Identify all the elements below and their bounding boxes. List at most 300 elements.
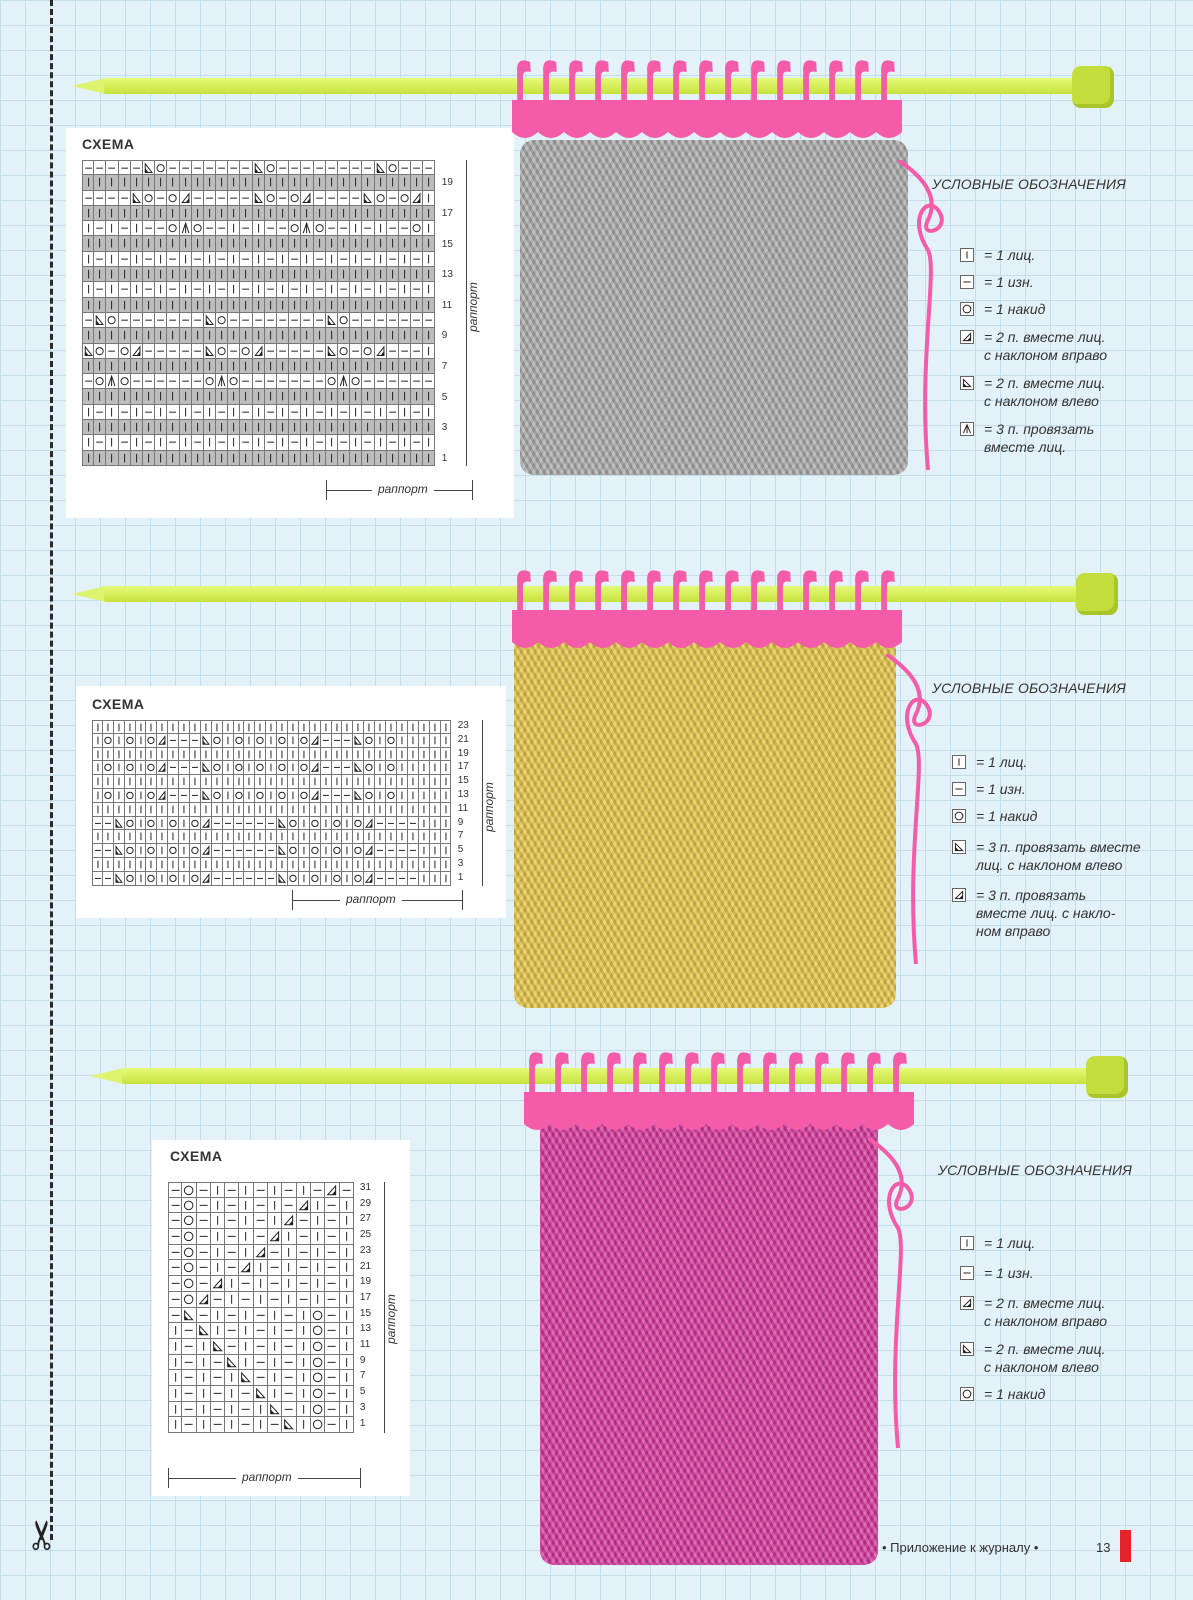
chart-cell bbox=[179, 817, 190, 831]
chart-cell bbox=[103, 844, 114, 858]
chart-cell bbox=[155, 206, 167, 221]
row-number: 23 bbox=[457, 720, 469, 731]
chart-cell bbox=[301, 435, 313, 450]
chart-cell bbox=[350, 313, 362, 328]
chart-cell bbox=[225, 1323, 239, 1339]
row-number: 9 bbox=[441, 330, 448, 342]
chart-cell bbox=[240, 389, 252, 404]
chart-row bbox=[82, 451, 435, 466]
chart-cell bbox=[244, 789, 255, 803]
chart-cell bbox=[228, 405, 240, 420]
chart-cell bbox=[364, 748, 375, 762]
chart-cell bbox=[253, 298, 265, 313]
chart-cell bbox=[119, 175, 131, 190]
chart-cell bbox=[299, 817, 310, 831]
chart-cell bbox=[94, 160, 106, 175]
chart-cell bbox=[321, 872, 332, 886]
chart-cell bbox=[182, 1292, 196, 1308]
chart-cell bbox=[441, 830, 452, 844]
chart-cell bbox=[106, 328, 118, 343]
chart-cell bbox=[253, 313, 265, 328]
chart-cell bbox=[211, 1213, 225, 1229]
chart-cell bbox=[321, 734, 332, 748]
chart-cell bbox=[375, 451, 387, 466]
chart-cell bbox=[192, 420, 204, 435]
chart-cell bbox=[310, 858, 321, 872]
chart-cell bbox=[314, 221, 326, 236]
chart-cell bbox=[114, 734, 125, 748]
chart-cell bbox=[265, 451, 277, 466]
chart-cell bbox=[265, 160, 277, 175]
chart-cell bbox=[143, 206, 155, 221]
chart-cell bbox=[310, 830, 321, 844]
chart-cell bbox=[82, 313, 94, 328]
chart-row bbox=[82, 374, 435, 389]
chart-cell bbox=[301, 206, 313, 221]
chart-cell bbox=[411, 160, 423, 175]
chart-cell bbox=[254, 1355, 268, 1371]
chart-row bbox=[92, 748, 451, 762]
chart-cell bbox=[216, 328, 228, 343]
chart-cell bbox=[387, 282, 399, 297]
chart-cell bbox=[277, 789, 288, 803]
chart-cell bbox=[253, 282, 265, 297]
chart-cell bbox=[103, 775, 114, 789]
chart-cell bbox=[131, 267, 143, 282]
chart-cell bbox=[240, 405, 252, 420]
chart-cell bbox=[254, 1245, 268, 1261]
chart-cell bbox=[277, 420, 289, 435]
chart-cell bbox=[211, 1292, 225, 1308]
chart-cell bbox=[201, 803, 212, 817]
chart-cell bbox=[106, 160, 118, 175]
chart-cell bbox=[411, 359, 423, 374]
chart-cell bbox=[212, 858, 223, 872]
chart-cell bbox=[268, 1402, 282, 1418]
chart-cell bbox=[340, 1292, 354, 1308]
chart-cell bbox=[168, 1213, 182, 1229]
chart-cell bbox=[314, 267, 326, 282]
chart-cell bbox=[157, 789, 168, 803]
chart-cell bbox=[375, 789, 386, 803]
chart-cell bbox=[375, 267, 387, 282]
chart-cell bbox=[155, 344, 167, 359]
chart-cell bbox=[182, 1370, 196, 1386]
chart-cell bbox=[155, 298, 167, 313]
chart-cell bbox=[297, 1245, 311, 1261]
chart-cell bbox=[168, 1308, 182, 1324]
chart-cell bbox=[419, 817, 430, 831]
chart-cell bbox=[277, 191, 289, 206]
chart-cell bbox=[411, 374, 423, 389]
chart-cell bbox=[411, 206, 423, 221]
chart-cell bbox=[289, 221, 301, 236]
chart-cell bbox=[168, 1276, 182, 1292]
chart-cell bbox=[441, 748, 452, 762]
chart-cell bbox=[106, 206, 118, 221]
chart-cell bbox=[253, 451, 265, 466]
chart-cell bbox=[94, 359, 106, 374]
chart-cell bbox=[310, 761, 321, 775]
chart-cell bbox=[364, 720, 375, 734]
row-number: 27 bbox=[359, 1213, 372, 1225]
chart-cell bbox=[204, 206, 216, 221]
chart-cell bbox=[268, 1182, 282, 1198]
chart-cell bbox=[136, 858, 147, 872]
chart-cell bbox=[197, 1198, 211, 1214]
chart-cell bbox=[125, 872, 136, 886]
chart-cell bbox=[411, 298, 423, 313]
chart-cell bbox=[387, 420, 399, 435]
chart-cell bbox=[192, 252, 204, 267]
legend-symbol-icon bbox=[960, 275, 974, 289]
chart-cell bbox=[325, 1182, 339, 1198]
chart-cell bbox=[216, 221, 228, 236]
chart-cell bbox=[216, 236, 228, 251]
chart-cell bbox=[131, 405, 143, 420]
legend-text: = 1 изн. bbox=[984, 1265, 1034, 1281]
chart-cell bbox=[288, 830, 299, 844]
chart-cell bbox=[201, 761, 212, 775]
chart-cell bbox=[326, 451, 338, 466]
chart-cell bbox=[114, 761, 125, 775]
chart-cell bbox=[289, 328, 301, 343]
chart-cell bbox=[228, 221, 240, 236]
chart-cell bbox=[268, 1245, 282, 1261]
chart-cell bbox=[106, 282, 118, 297]
chart-cell bbox=[441, 720, 452, 734]
legend-title: УСЛОВНЫЕ ОБОЗНАЧЕНИЯ bbox=[932, 680, 1126, 696]
row-number: 11 bbox=[359, 1339, 371, 1350]
chart-cell bbox=[82, 451, 94, 466]
chart-cell bbox=[179, 830, 190, 844]
chart-cell bbox=[338, 451, 350, 466]
chart-cell bbox=[211, 1417, 225, 1433]
chart-cell bbox=[325, 1198, 339, 1214]
chart-cell bbox=[265, 191, 277, 206]
chart-cell bbox=[192, 298, 204, 313]
chart-cell bbox=[239, 1308, 253, 1324]
row-number: 11 bbox=[441, 299, 453, 311]
chart-cell bbox=[182, 1260, 196, 1276]
chart-cell bbox=[192, 267, 204, 282]
chart-cell bbox=[197, 1292, 211, 1308]
chart-cell bbox=[146, 734, 157, 748]
chart-cell bbox=[204, 191, 216, 206]
chart-cell bbox=[168, 1323, 182, 1339]
chart-cell bbox=[157, 830, 168, 844]
needle-knob bbox=[1072, 66, 1114, 108]
chart-cell bbox=[254, 1213, 268, 1229]
chart-cell bbox=[326, 435, 338, 450]
chart-cell bbox=[387, 405, 399, 420]
chart-cell bbox=[212, 830, 223, 844]
chart-cell bbox=[92, 748, 103, 762]
chart-cell bbox=[266, 748, 277, 762]
chart-cell bbox=[179, 858, 190, 872]
row-number: 29 bbox=[359, 1197, 372, 1209]
chart-cell bbox=[106, 298, 118, 313]
chart-cell bbox=[301, 175, 313, 190]
chart-cell bbox=[338, 191, 350, 206]
chart-cell bbox=[399, 191, 411, 206]
chart-cell bbox=[441, 858, 452, 872]
chart-cell bbox=[277, 252, 289, 267]
chart-cell bbox=[399, 374, 411, 389]
chart-row bbox=[168, 1323, 354, 1339]
row-number: 1 bbox=[359, 1417, 366, 1429]
chart-row bbox=[82, 435, 435, 450]
chart-cell bbox=[94, 175, 106, 190]
chart-cell bbox=[92, 844, 103, 858]
chart-cell bbox=[423, 206, 435, 221]
chart-cell bbox=[350, 206, 362, 221]
chart-cell bbox=[106, 191, 118, 206]
chart-cell bbox=[266, 734, 277, 748]
chart-cell bbox=[168, 1339, 182, 1355]
chart-cell bbox=[325, 1276, 339, 1292]
chart-cell bbox=[253, 221, 265, 236]
chart-cell bbox=[82, 374, 94, 389]
chart-cell bbox=[228, 344, 240, 359]
chart-cell bbox=[338, 328, 350, 343]
chart-cell bbox=[180, 252, 192, 267]
chart-cell bbox=[399, 160, 411, 175]
chart-cell bbox=[411, 420, 423, 435]
chart-cell bbox=[364, 734, 375, 748]
chart-cell bbox=[386, 830, 397, 844]
chart-cell bbox=[201, 748, 212, 762]
chart-cell bbox=[136, 789, 147, 803]
chart-cell bbox=[155, 405, 167, 420]
chart-cell bbox=[255, 789, 266, 803]
chart-cell bbox=[234, 748, 245, 762]
chart-cell bbox=[277, 405, 289, 420]
chart-cell bbox=[244, 761, 255, 775]
chart-cell bbox=[423, 435, 435, 450]
chart-cell bbox=[297, 1260, 311, 1276]
chart-cell bbox=[297, 1386, 311, 1402]
chart-cell bbox=[268, 1260, 282, 1276]
chart-cell bbox=[182, 1308, 196, 1324]
chart-cell bbox=[386, 817, 397, 831]
chart-cell bbox=[282, 1292, 296, 1308]
chart-cell bbox=[387, 221, 399, 236]
chart-cell bbox=[192, 405, 204, 420]
chart-cell bbox=[240, 282, 252, 297]
chart-cell bbox=[326, 328, 338, 343]
chart-cell bbox=[289, 191, 301, 206]
chart-cell bbox=[277, 734, 288, 748]
legend-text: = 1 накид bbox=[976, 808, 1038, 824]
chart-cell bbox=[299, 803, 310, 817]
chart-cell bbox=[82, 191, 94, 206]
chart-cell bbox=[277, 175, 289, 190]
chart-cell bbox=[192, 236, 204, 251]
chart-cell bbox=[204, 221, 216, 236]
chart-cell bbox=[182, 1355, 196, 1371]
chart-cell bbox=[253, 175, 265, 190]
chart-cell bbox=[92, 734, 103, 748]
chart-cell bbox=[340, 1276, 354, 1292]
chart-cell bbox=[167, 221, 179, 236]
chart-cell bbox=[244, 803, 255, 817]
chart-cell bbox=[254, 1198, 268, 1214]
legend-symbol-icon bbox=[960, 422, 974, 436]
chart-cell bbox=[216, 191, 228, 206]
chart-cell bbox=[204, 313, 216, 328]
chart-row bbox=[92, 844, 451, 858]
chart-cell bbox=[340, 1323, 354, 1339]
legend-text: = 3 п. провязать вместе лиц. с накло- ном вправо bbox=[976, 887, 1116, 939]
chart-cell bbox=[244, 872, 255, 886]
rapport-tick bbox=[472, 480, 473, 500]
chart-cell bbox=[350, 267, 362, 282]
chart-cell bbox=[146, 803, 157, 817]
chart-cell bbox=[211, 1229, 225, 1245]
chart-cell bbox=[190, 734, 201, 748]
chart-cell bbox=[190, 789, 201, 803]
chart-cell bbox=[399, 344, 411, 359]
chart-cell bbox=[362, 252, 374, 267]
chart-cell bbox=[223, 748, 234, 762]
chart-cell bbox=[310, 734, 321, 748]
chart-cell bbox=[106, 405, 118, 420]
chart-cell bbox=[190, 761, 201, 775]
chart-cell bbox=[136, 817, 147, 831]
chart-cell bbox=[168, 830, 179, 844]
chart-cell bbox=[167, 191, 179, 206]
chart-cell bbox=[253, 206, 265, 221]
chart-cell bbox=[397, 789, 408, 803]
chart-cell bbox=[204, 405, 216, 420]
chart-cell bbox=[419, 775, 430, 789]
chart-cell bbox=[419, 734, 430, 748]
chart-cell bbox=[397, 761, 408, 775]
chart-cell bbox=[326, 236, 338, 251]
chart-cell bbox=[225, 1308, 239, 1324]
chart-cell bbox=[157, 761, 168, 775]
chart-cell bbox=[131, 191, 143, 206]
chart-cell bbox=[430, 858, 441, 872]
chart-cell bbox=[338, 252, 350, 267]
chart-cell bbox=[282, 1355, 296, 1371]
chart-cell bbox=[82, 389, 94, 404]
chart-cell bbox=[223, 761, 234, 775]
chart-cell bbox=[103, 720, 114, 734]
chart-cell bbox=[375, 298, 387, 313]
chart-cell bbox=[211, 1355, 225, 1371]
chart-cell bbox=[92, 761, 103, 775]
chart-cell bbox=[234, 830, 245, 844]
chart-cell bbox=[350, 282, 362, 297]
chart-cell bbox=[311, 1417, 325, 1433]
chart-cell bbox=[375, 206, 387, 221]
chart-cell bbox=[265, 389, 277, 404]
chart-cell bbox=[340, 1386, 354, 1402]
chart-cell bbox=[119, 236, 131, 251]
chart-cell bbox=[288, 720, 299, 734]
chart-cell bbox=[167, 344, 179, 359]
chart-cell bbox=[364, 872, 375, 886]
chart-cell bbox=[375, 817, 386, 831]
chart-cell bbox=[216, 267, 228, 282]
pink-clip bbox=[512, 48, 902, 153]
chart-cell bbox=[168, 1245, 182, 1261]
chart-cell bbox=[143, 313, 155, 328]
chart-row bbox=[82, 221, 435, 236]
chart-row bbox=[168, 1417, 354, 1433]
legend-symbol-icon bbox=[952, 755, 966, 769]
chart-cell bbox=[155, 252, 167, 267]
chart-cell bbox=[325, 1355, 339, 1371]
chart-cell bbox=[423, 282, 435, 297]
chart-row bbox=[92, 775, 451, 789]
chart-row bbox=[82, 191, 435, 206]
chart-cell bbox=[223, 789, 234, 803]
chart-cell bbox=[197, 1339, 211, 1355]
chart-row bbox=[92, 803, 451, 817]
chart-cell bbox=[225, 1292, 239, 1308]
chart-cell bbox=[408, 817, 419, 831]
chart-cell bbox=[106, 252, 118, 267]
chart-cell bbox=[282, 1276, 296, 1292]
chart-cell bbox=[386, 775, 397, 789]
chart-cell bbox=[225, 1370, 239, 1386]
row-number: 21 bbox=[359, 1260, 372, 1272]
chart-cell bbox=[350, 298, 362, 313]
row-number: 25 bbox=[359, 1229, 372, 1241]
chart-cell bbox=[190, 817, 201, 831]
chart-cell bbox=[375, 748, 386, 762]
chart-cell bbox=[143, 267, 155, 282]
chart-cell bbox=[82, 236, 94, 251]
chart-cell bbox=[168, 858, 179, 872]
chart-cell bbox=[301, 359, 313, 374]
chart-cell bbox=[353, 803, 364, 817]
chart-cell bbox=[143, 420, 155, 435]
chart-cell bbox=[289, 405, 301, 420]
chart-cell bbox=[423, 175, 435, 190]
chart-cell bbox=[288, 748, 299, 762]
chart-cell bbox=[375, 389, 387, 404]
row-number: 3 bbox=[359, 1401, 366, 1413]
chart-cell bbox=[92, 720, 103, 734]
chart-cell bbox=[197, 1260, 211, 1276]
chart-row bbox=[82, 267, 435, 282]
chart-cell bbox=[201, 817, 212, 831]
chart-cell bbox=[180, 389, 192, 404]
chart-cell bbox=[180, 435, 192, 450]
chart-cell bbox=[332, 720, 343, 734]
chart-cell bbox=[411, 252, 423, 267]
chart-cell bbox=[239, 1370, 253, 1386]
row-number: 13 bbox=[359, 1323, 372, 1335]
chart-cell bbox=[106, 374, 118, 389]
chart-cell bbox=[411, 175, 423, 190]
chart-cell bbox=[277, 817, 288, 831]
chart-cell bbox=[225, 1386, 239, 1402]
row-number: 5 bbox=[457, 844, 464, 856]
chart-cell bbox=[234, 720, 245, 734]
chart-cell bbox=[288, 761, 299, 775]
chart-cell bbox=[167, 405, 179, 420]
chart-cell bbox=[338, 420, 350, 435]
chart-cell bbox=[362, 328, 374, 343]
chart-cell bbox=[326, 282, 338, 297]
chart-row bbox=[92, 734, 451, 748]
chart-cell bbox=[353, 817, 364, 831]
